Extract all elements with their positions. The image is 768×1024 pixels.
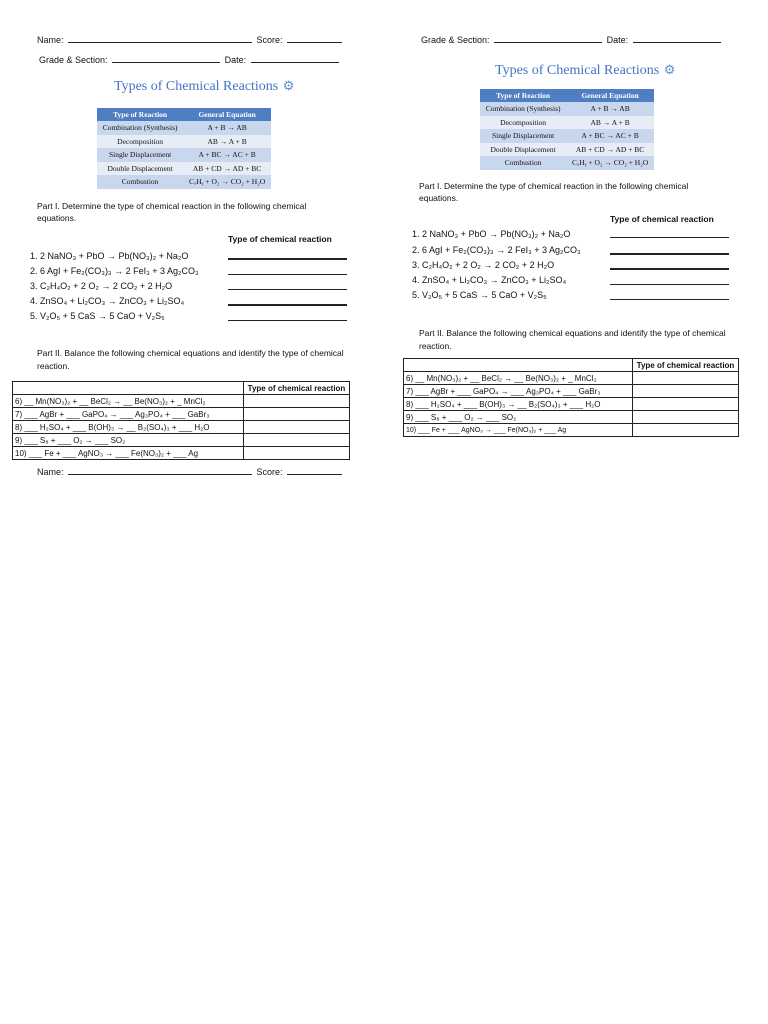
grade-section-label: Grade & Section: [421,35,490,45]
ref-type: Single Displacement [97,148,183,162]
ref-type: Double Displacement [480,143,566,157]
ref-equation: AB + CD → AD + BC [183,162,271,176]
title-row [114,77,294,95]
part2-column-header: Type of chemical reaction [633,359,739,372]
part2-column-header: Type of chemical reaction [244,382,350,395]
part1-item: 3. C₂H₄O₂ + 2 O₂ → 2 CO₂ + 2 H₂O [30,281,173,291]
answer-cell[interactable] [633,411,739,424]
name-row-bottom [37,466,344,477]
part1-item: 4. ZnSO₄ + Li₂CO₃ → ZnCO₃ + Li₂SO₄ [412,275,567,285]
part1-item: 5. V₂O₅ + 5 CaS → 5 CaO + V₂S₅ [412,290,547,300]
answer-cell[interactable] [633,385,739,398]
answer-line[interactable] [610,299,729,300]
ref-header-equation: General Equation [566,89,654,102]
part1-item: 4. ZnSO₄ + Li₂CO₃ → ZnCO₃ + Li₂SO₄ [30,296,185,306]
ref-equation: A + BC → AC + B [566,129,654,143]
part2-table [12,381,350,460]
grade-section-field[interactable] [112,54,220,63]
part2-item: 8) ___ H₂SO₄ + ___ B(OH)₃ → __ B₂(SO₄)₃ + ___ H₂O [13,421,244,434]
grade-section-label: Grade & Section: [39,55,108,65]
answer-cell[interactable] [244,408,350,421]
score-label: Score: [256,35,283,45]
part1-item: 5. V₂O₅ + 5 CaS → 5 CaO + V₂S₅ [30,311,165,321]
grade-row [421,34,723,45]
ref-type: Combustion [97,175,183,189]
ref-header-type: Type of Reaction [97,108,183,121]
answer-line[interactable] [610,237,729,238]
name-field[interactable] [68,466,252,475]
date-label: Date: [224,55,247,65]
score-label: Score: [256,467,283,477]
answer-cell[interactable] [244,421,350,434]
part2-item: 9) ___ S₈ + ___ O₂ → ___ SO₂ [404,411,633,424]
answer-cell[interactable] [244,434,350,447]
part2-item: 6) __ Mn(NO₃)₂ + __ BeCl₂ → __ Be(NO₃)₂ + _ MnCl₂ [404,372,633,385]
answer-cell[interactable] [633,372,739,385]
ref-equation: AB → A + B [566,116,654,130]
score-field[interactable] [287,34,342,43]
ref-type: Double Displacement [97,162,183,176]
part1-column-header: Type of chemical reaction [610,214,714,224]
answer-line[interactable] [610,253,729,255]
ref-equation: CₓHᵧ + O₂ → CO₂ + H₂O [183,175,271,189]
reference-table-wrap [480,89,654,170]
part2-item: 7) ___ AgBr + ___ GaPO₄ → ___ Ag₃PO₄ + ___ GaBr₃ [404,385,633,398]
part1-item: 2. 6 AgI + Fe₂(CO₃)₃ → 2 FeI₃ + 3 Ag₂CO₃ [30,266,199,276]
title-row [495,61,675,79]
part1-item: 1. 2 NaNO₃ + PbO → Pb(NO₃)₂ + Na₂O [412,229,571,239]
answer-line[interactable] [610,268,729,270]
part1-column-header: Type of chemical reaction [228,234,332,244]
name-row [37,34,344,45]
part1-item: 2. 6 AgI + Fe₂(CO₃)₃ → 2 FeI₃ + 3 Ag₂CO₃ [412,245,581,255]
reference-table [480,89,654,170]
answer-line[interactable] [228,274,347,275]
part1-item: 1. 2 NaNO₃ + PbO → Pb(NO₃)₂ + Na₂O [30,251,189,261]
score-field[interactable] [287,466,342,475]
ref-header-equation: General Equation [183,108,271,121]
part1-instruction: Part I. Determine the type of chemical reaction in the following chemical equations. [419,181,689,203]
ref-type: Decomposition [97,135,183,149]
ref-type: Combination (Synthesis) [480,102,566,116]
grade-section-field[interactable] [494,34,602,43]
answer-cell[interactable] [633,424,739,437]
answer-line[interactable] [610,284,729,285]
part1-instruction: Part I. Determine the type of chemical reaction in the following chemical equations. [37,201,307,223]
grade-row [39,54,341,65]
answer-line[interactable] [228,304,347,306]
date-label: Date: [606,35,629,45]
ref-header-type: Type of Reaction [480,89,566,102]
ref-type: Combination (Synthesis) [97,121,183,135]
part2-item: 9) ___ S₈ + ___ O₂ → ___ SO₂ [13,434,244,447]
answer-line[interactable] [228,320,347,321]
date-field[interactable] [251,54,339,63]
ref-equation: A + B → AB [183,121,271,135]
gear-icon: ⚙ [663,62,676,77]
part2-item: 10) ___ Fe + ___ AgNO₃ → ___ Fe(NO₃)₂ + ___ Ag [13,447,244,460]
part2-instruction: Part II. Balance the following chemical equations and identify the type of chemical reaction. [419,328,726,351]
part2-blank-header [404,359,633,372]
answer-cell[interactable] [244,395,350,408]
part2-instruction: Part II. Balance the following chemical equations and identify the type of chemical reaction. [37,348,344,371]
ref-equation: AB → A + B [183,135,271,149]
ref-type: Decomposition [480,116,566,130]
name-field[interactable] [68,34,252,43]
answer-line[interactable] [228,258,347,260]
answer-cell[interactable] [633,398,739,411]
part2-item: 7) ___ AgBr + ___ GaPO₄ → ___ Ag₃PO₄ + ___ GaBr₃ [13,408,244,421]
name-label: Name: [37,35,64,45]
reference-table [97,108,271,189]
part2-table [403,358,739,437]
part2-item: 10) ___ Fe + ___ AgNO₃ → ___ Fe(NO₃)₂ + ___ Ag [404,424,633,437]
part2-blank-header [13,382,244,395]
answer-line[interactable] [228,289,347,290]
worksheet-right [384,0,768,1024]
ref-type: Combustion [480,156,566,170]
page-title: Types of Chemical Reactions [114,79,279,94]
ref-equation: A + BC → AC + B [183,148,271,162]
answer-cell[interactable] [244,447,350,460]
part2-item: 8) ___ H₂SO₄ + ___ B(OH)₃ → __ B₂(SO₄)₃ + ___ H₂O [404,398,633,411]
reference-table-wrap [97,108,271,189]
ref-equation: A + B → AB [566,102,654,116]
date-field[interactable] [633,34,721,43]
ref-type: Single Displacement [480,129,566,143]
part1-item: 3. C₂H₄O₂ + 2 O₂ → 2 CO₂ + 2 H₂O [412,260,555,270]
page-title: Types of Chemical Reactions [495,63,660,78]
ref-equation: AB + CD → AD + BC [566,143,654,157]
name-label: Name: [37,467,64,477]
gear-icon: ⚙ [282,78,295,93]
ref-equation: CₓHᵧ + O₂ → CO₂ + H₂O [566,156,654,170]
part2-item: 6) __ Mn(NO₃)₂ + __ BeCl₂ → __ Be(NO₃)₂ + _ MnCl₂ [13,395,244,408]
